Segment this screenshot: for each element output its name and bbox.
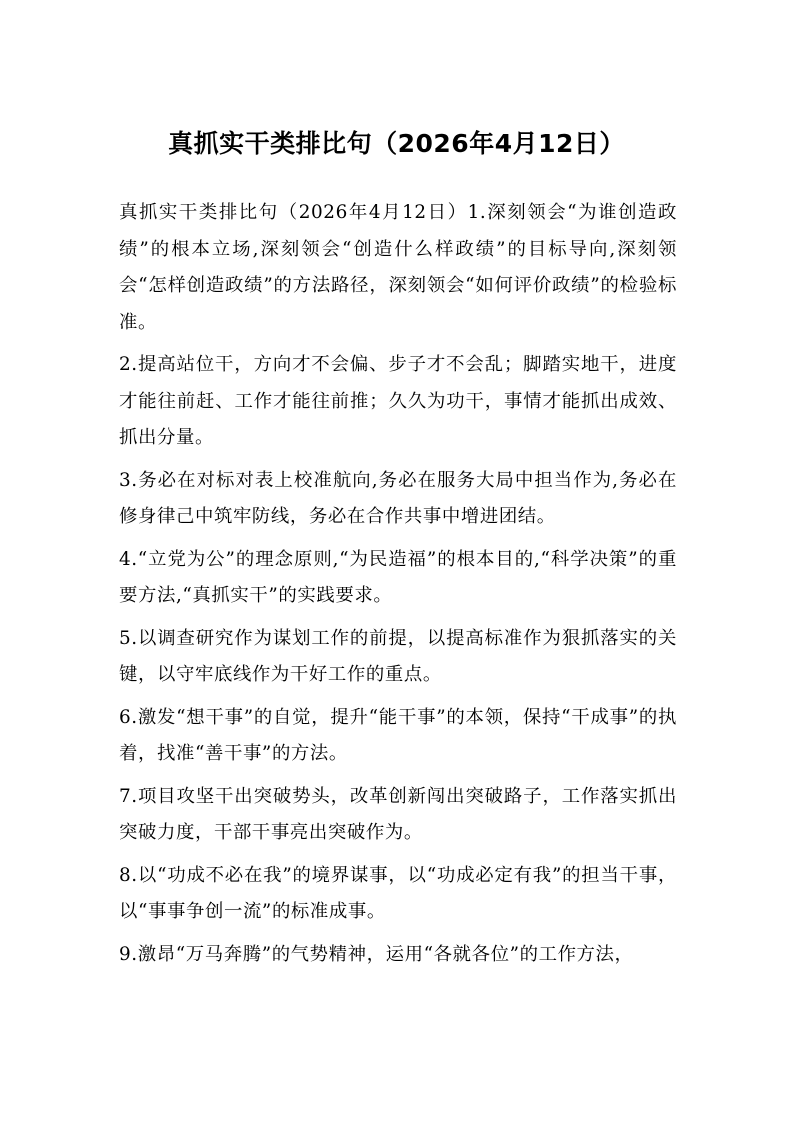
paragraph-2: 2.提高站位干，方向才不会偏、步子才不会乱；脚踏实地干，进度才能往前赶、工作才能往前推；久久为功干，事情才能抓出成效、抓出分量。 (119, 354, 677, 448)
paragraph-5: 5.以调查研究作为谋划工作的前提，以提高标准作为狠抓落实的关键，以守牢底线作为干好工作的重点。 (119, 627, 677, 685)
paragraph-6: 6.激发“想干事”的自觉，提升“能干事”的本领，保持“干成事”的执着，找准“善干事”的方法。 (119, 706, 677, 764)
paragraph-8: 8.以“功成不必在我”的境界谋事，以“功成必定有我”的担当干事，以“事事争创一流”的标准成事。 (119, 864, 677, 922)
document-title: 真抓实干类排比句（2026年4月12日） (168, 129, 625, 158)
paragraph-7: 7.项目攻坚干出突破势头，改革创新闯出突破路子，工作落实抓出突破力度，干部干事亮出突破作为。 (119, 785, 677, 843)
paragraph-1: 真抓实干类排比句（2026年4月12日）1.深刻领会“为谁创造政绩”的根本立场,深刻领会“创造什么样政绩”的目标导向,深刻领会“怎样创造政绩”的方法路径，深刻领会“如何评价政绩”的检验标准。 (119, 202, 677, 333)
paragraph-9: 9.激昂“万马奔腾”的气势精神，运用“各就各位”的工作方法， (119, 943, 634, 965)
paragraph-4: 4.“立党为公”的理念原则,“为民造福”的根本目的,“科学决策”的重要方法,“真抓实干”的实践要求。 (119, 548, 677, 606)
paragraph-3: 3.务必在对标对表上校准航向,务必在服务大局中担当作为,务必在修身律己中筑牢防线，务必在合作共事中增进团结。 (119, 469, 677, 527)
document-body (119, 195, 677, 979)
